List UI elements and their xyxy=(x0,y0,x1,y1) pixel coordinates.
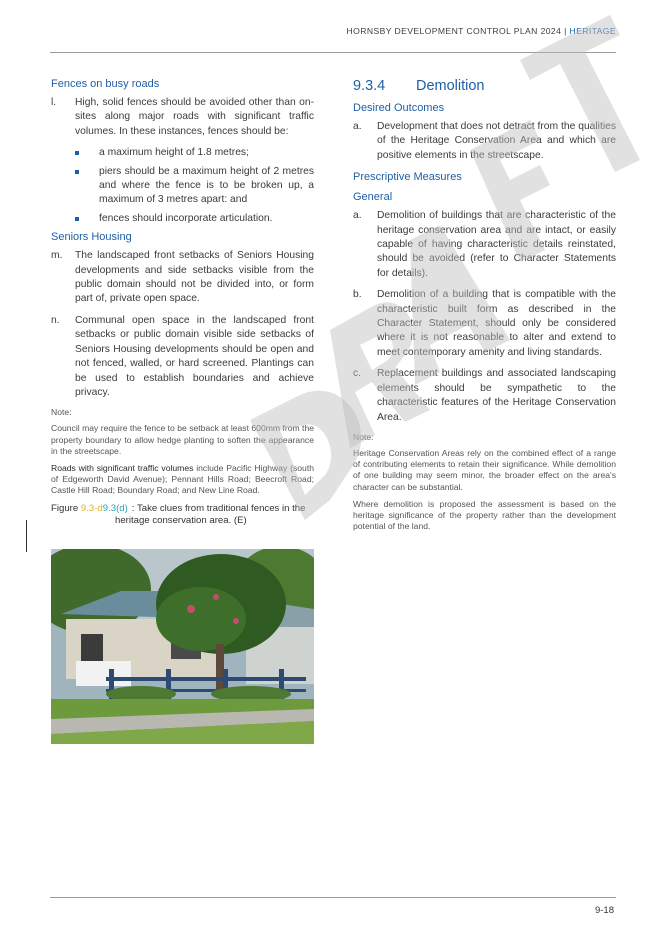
bullet-text: fences should incorporate articulation. xyxy=(99,212,273,224)
figure-prefix: Figure 9.3-d9.3(d) xyxy=(51,502,128,514)
item-text: High, solid fences should be avoided other than on-sites along major roads with significant traffic volumes. In these instances, fences should be: xyxy=(75,97,314,137)
right-column xyxy=(353,78,616,538)
item-label: a. xyxy=(353,210,362,222)
prescriptive-heading: Prescriptive Measures xyxy=(353,171,462,184)
bullet-text: a maximum height of 1.8 metres; xyxy=(99,147,249,159)
item-text: Replacement buildings and associated landscaping elements should be sympathetic to the characteristic features of the Heritage Conservation Area. xyxy=(377,368,616,423)
note-text: Council may require the fence to be setback at least 600mm from the property boundary to allow hedge planting to soften the appearance in the streetscape. xyxy=(51,423,314,456)
bullet-text: piers should be a maximum height of 2 metres and where the fence is to be broken up, a maximum of 3 metres apart: and xyxy=(99,165,314,206)
fences-heading: Fences on busy roads xyxy=(51,78,160,90)
section-heading xyxy=(353,78,616,94)
note-text: Heritage Conservation Areas rely on the combined effect of a range of contributing elements to retain their significance. While demolition of one building may seem minor, the broader effect on the area's character can be substantial. xyxy=(353,447,616,492)
list-item-a-general xyxy=(353,209,616,281)
note-roads-rest: include Pacific Highway (south of Edgeworth David Avenue); Pennant Hills Road; Beecroft Road; Castle Hill Road; Boundary Road; and New Line Road. xyxy=(51,462,314,496)
page-number: 9-18 xyxy=(594,905,614,916)
desired-outcomes-heading: Desired Outcomes xyxy=(353,102,445,114)
item-text: Demolition of buildings that are characteristic of the heritage conservation area and are intact, or easily capable of having characteristic details reinstated, should be avoided (refer to Character Statements for details). xyxy=(377,210,616,279)
item-label: m. xyxy=(51,250,63,262)
list-item-b xyxy=(353,288,616,360)
page-header xyxy=(347,26,616,36)
left-column xyxy=(51,78,314,526)
note-label: Note: xyxy=(51,407,72,418)
section-number: 9.3.4 xyxy=(353,78,386,94)
bullet-item xyxy=(75,165,314,208)
item-label: l. xyxy=(51,97,57,108)
item-text: Demolition of a building that is compatible with the characteristic built form as described in the Character Statement, should only be considered where it is not reasonable to alter and extend to meet contemporary amenity and living standards. xyxy=(377,289,616,358)
note-text: Where demolition is proposed the assessment is based on the heritage significance of the property rather than the development potential of the land. xyxy=(353,498,616,532)
header-title: HORNSBY DEVELOPMENT CONTROL PLAN 2024 | xyxy=(346,26,567,36)
item-label: n. xyxy=(51,314,60,326)
footer-rule xyxy=(50,897,616,898)
bullet-item xyxy=(75,146,314,160)
change-bar xyxy=(26,520,27,552)
section-title: Demolition xyxy=(416,78,485,94)
list-item-l xyxy=(51,96,314,139)
item-label: b. xyxy=(353,289,362,301)
heritage-fence-photo xyxy=(51,549,314,744)
list-item-c xyxy=(353,367,616,425)
note-roads xyxy=(51,463,314,497)
figure-caption-line2: heritage conservation area. (E) xyxy=(115,514,247,526)
item-text: Communal open space in the landscaped front setbacks or public domain visible side setbacks of Seniors Housing developments should be open and not fenced, walled, or hard screened. Plantings can be used to establish boundaries and achieve privacy. xyxy=(75,314,314,398)
item-text: Development that does not detract from the qualities of the Heritage Conservation Area and which are positive elements in the streetscape. xyxy=(377,121,616,161)
note-label: Note: xyxy=(353,431,374,442)
item-label: c. xyxy=(353,368,362,380)
square-bullet-icon xyxy=(75,212,99,226)
bullet-item xyxy=(75,212,314,226)
figure-caption-line1: : Take clues from traditional fences in the xyxy=(131,502,306,514)
list-item-n xyxy=(51,314,314,400)
header-rule xyxy=(50,52,616,53)
inserted-text: 9.3(d) xyxy=(102,502,128,514)
general-heading: General xyxy=(353,191,393,204)
list-item-m xyxy=(51,249,314,307)
item-label: a. xyxy=(353,121,362,132)
figure-caption xyxy=(51,503,314,515)
item-text: The landscaped front setbacks of Seniors Housing developments and side setbacks visible from the public domain should not be divided into, or form part of, private open space. xyxy=(75,250,314,305)
square-bullet-icon xyxy=(75,165,99,208)
deleted-text: 9.3-d xyxy=(80,502,103,514)
list-item-a-outcome xyxy=(353,120,616,163)
note-roads-bold: Roads with significant traffic volumes xyxy=(51,462,194,473)
header-section: HERITAGE xyxy=(566,26,616,36)
seniors-heading: Seniors Housing xyxy=(51,231,132,244)
square-bullet-icon xyxy=(75,146,99,160)
